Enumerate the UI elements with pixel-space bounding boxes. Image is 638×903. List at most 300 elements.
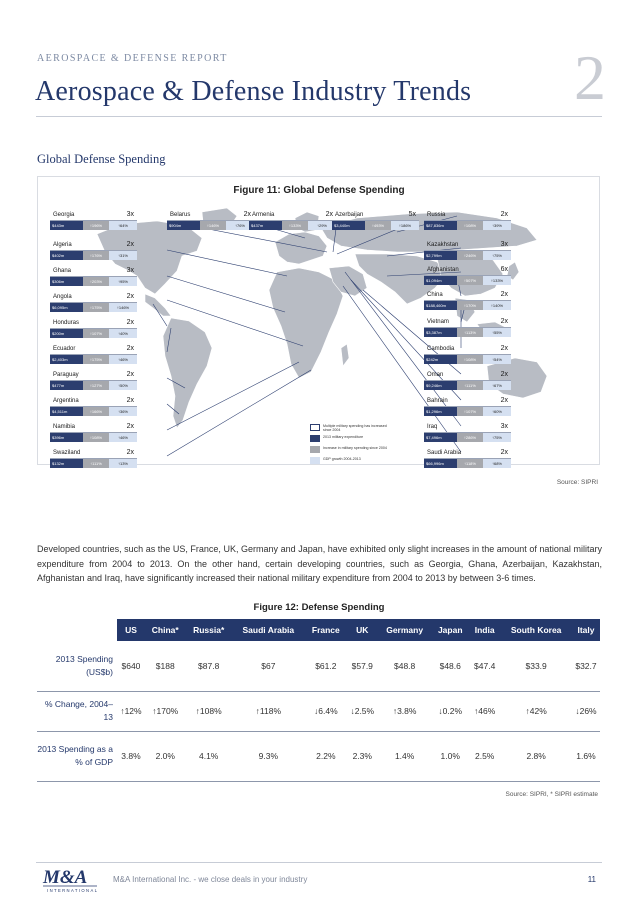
spend-change: ↑203% — [83, 277, 109, 286]
column-header: Japan — [431, 619, 469, 641]
callout-header — [424, 318, 511, 328]
gdp-growth: ↑140% — [483, 301, 511, 310]
spend-change: ↑176% — [83, 251, 109, 260]
spend-change-value: 175% — [91, 305, 103, 310]
table-cell: $48.6 — [431, 641, 469, 691]
gdp-growth: ↑67% — [483, 381, 511, 390]
figure-11-title: Figure 11: Global Defense Spending — [233, 185, 405, 196]
callout-bar — [424, 407, 511, 416]
spend-change: ↑246% — [457, 251, 483, 260]
country-callout-oman — [424, 371, 511, 391]
gdp-growth: ↑54% — [483, 355, 511, 364]
chapter-number: 2 — [574, 42, 606, 113]
legend-label: 2013 military expenditure — [323, 435, 364, 439]
callout-header — [424, 211, 511, 221]
table-cell: ↓6.4% — [305, 691, 347, 731]
country-callout-namibia — [50, 423, 137, 443]
spend-change: ↑175% — [83, 355, 109, 364]
table-cell: 1.6% — [572, 731, 600, 781]
country-name: Algeria — [53, 242, 72, 248]
country-name: China — [427, 292, 443, 298]
legend-swatch — [310, 435, 320, 442]
page-title: Aerospace & Defense Industry Trends — [35, 76, 472, 107]
gdp-growth-value: 60% — [493, 409, 502, 414]
column-header: Germany — [378, 619, 432, 641]
table-cell: ↑170% — [145, 691, 186, 731]
defense-spending-table — [37, 619, 600, 782]
gdp-growth-value: 76% — [236, 223, 245, 228]
country-callout-swaziland — [50, 449, 137, 469]
spend-change: ↑166% — [83, 407, 109, 416]
country-callout-kazakhstan — [424, 241, 511, 261]
spend-change: ↑108% — [83, 433, 109, 442]
spending-multiple: 2x — [500, 211, 508, 218]
table-cell: 4.1% — [186, 731, 232, 781]
callout-header — [50, 449, 137, 459]
spending-multiple: 3x — [500, 423, 508, 430]
country-callout-iraq — [424, 423, 511, 443]
spend-value: $402m — [50, 251, 83, 260]
callout-bar — [50, 355, 137, 364]
column-header: China* — [145, 619, 186, 641]
callout-bar — [50, 329, 137, 338]
legend-swatch — [310, 446, 320, 453]
callout-bar — [50, 303, 137, 312]
spend-change: ↑118% — [457, 459, 483, 468]
gdp-growth-value: 13% — [119, 461, 128, 466]
spend-change-value: 108% — [465, 223, 477, 228]
legend-swatch — [310, 424, 320, 431]
spend-value: $200m — [50, 329, 83, 338]
table-cell: ↑12% — [117, 691, 145, 731]
table-row — [37, 691, 600, 731]
row-label: 2013 Spending as a % of GDP — [37, 731, 117, 781]
table-cell: $32.7 — [572, 641, 600, 691]
spend-value: $443m — [50, 221, 83, 230]
callout-header — [50, 241, 137, 251]
table-cell: $33.9 — [500, 641, 572, 691]
spend-change: ↑286% — [457, 433, 483, 442]
country-callout-honduras — [50, 319, 137, 339]
country-name: Iraq — [427, 424, 438, 430]
table-cell: 1.4% — [378, 731, 432, 781]
spend-change-value: 170% — [465, 303, 477, 308]
callout-bar — [424, 301, 511, 310]
spend-value: $132m — [50, 459, 83, 468]
country-name: Ghana — [53, 268, 72, 274]
spend-value: $477m — [50, 381, 83, 390]
body-paragraph: Developed countries, such as the US, France, UK, Germany and Japan, have exhibited only slight increases in the amount of national military expenditure from 2004 to 2013. On the other hand, certain developing countries, such as Georgia, Ghana, Azerbaijan, Kazakhstan, Afghanistan and Iraq, have significantly increased their national military expenditure from 2004 to 2013 by between 3-6 times. — [37, 544, 602, 583]
ma-international-logo — [41, 864, 103, 894]
spend-change: ↑146% — [200, 221, 226, 230]
figure-11-legend — [310, 424, 390, 468]
callout-header — [50, 319, 137, 329]
gdp-growth-value: 95% — [119, 279, 128, 284]
spending-multiple: 2x — [126, 371, 134, 378]
callout-header — [249, 211, 336, 221]
spending-multiple: 2x — [500, 449, 508, 456]
spend-change: ↑111% — [457, 381, 483, 390]
footer-tagline: M&A International Inc. - we close deals in your industry — [113, 875, 308, 884]
country-name: Russia — [427, 212, 446, 218]
country-name: Afghanistan — [427, 267, 459, 273]
callout-line-algeria — [167, 250, 287, 276]
spend-value: $6,095m — [50, 303, 83, 312]
gdp-growth-value: 64% — [119, 223, 128, 228]
spend-change-value: 507% — [465, 278, 477, 283]
table-cell: $57.9 — [347, 641, 378, 691]
callout-header — [50, 423, 137, 433]
table-cell: ↑3.8% — [378, 691, 432, 731]
callout-bar — [50, 433, 137, 442]
gdp-growth: ↑40% — [109, 329, 137, 338]
table-cell: $67 — [232, 641, 305, 691]
gdp-growth: ↑55% — [483, 328, 511, 337]
spending-multiple: 2x — [126, 423, 134, 430]
spend-change: ↑107% — [83, 329, 109, 338]
spending-multiple: 2x — [500, 291, 508, 298]
callout-header — [424, 371, 511, 381]
country-callout-russia — [424, 211, 511, 231]
spend-value: $306m — [50, 277, 83, 286]
spend-change: ↑108% — [457, 221, 483, 230]
column-header: UK — [347, 619, 378, 641]
spending-multiple: 2x — [500, 345, 508, 352]
country-name: Cambodia — [427, 346, 455, 352]
callout-bar — [50, 277, 137, 286]
spend-change-value: 111% — [92, 461, 102, 466]
spend-value: $3,387m — [424, 328, 457, 337]
callout-bar — [424, 433, 511, 442]
spending-multiple: 3x — [500, 241, 508, 248]
country-name: Oman — [427, 372, 444, 378]
country-callout-saudi-arabia — [424, 449, 511, 469]
spend-change-value: 107% — [91, 331, 103, 336]
spend-value: $9,246m — [424, 381, 457, 390]
country-callout-cambodia — [424, 345, 511, 365]
spend-value: $7,496m — [424, 433, 457, 442]
callout-bar — [50, 407, 137, 416]
spend-change: ↑175% — [83, 303, 109, 312]
table-cell: 1.0% — [431, 731, 469, 781]
spending-multiple: 2x — [126, 293, 134, 300]
footer-divider — [36, 862, 602, 863]
country-name: Kazakhstan — [427, 242, 459, 248]
gdp-growth-value: 39% — [493, 223, 502, 228]
country-name: Belarus — [170, 212, 191, 218]
gdp-growth: ↑13% — [109, 459, 137, 468]
legend-label: GDP growth 2004-2013 — [323, 457, 361, 461]
gdp-growth-value: 55% — [493, 330, 502, 335]
callout-header — [424, 397, 511, 407]
country-callout-azerbaijan — [332, 211, 419, 231]
gdp-growth-value: 140% — [492, 303, 504, 308]
column-header: Saudi Arabia — [232, 619, 305, 641]
gdp-growth: ↑36% — [109, 407, 137, 416]
gdp-growth: ↑31% — [109, 251, 137, 260]
table-cell: $87.8 — [186, 641, 232, 691]
callout-header — [50, 211, 137, 221]
callout-header — [50, 345, 137, 355]
report-kicker: AEROSPACE & DEFENSE REPORT — [37, 53, 228, 64]
table-cell: $188 — [145, 641, 186, 691]
country-name: Angola — [53, 294, 72, 300]
table-cell: ↓2.5% — [347, 691, 378, 731]
spend-value: $87,836m — [424, 221, 457, 230]
table-cell: ↑42% — [500, 691, 572, 731]
spend-change-value: 166% — [91, 409, 103, 414]
table-header-row — [37, 619, 600, 641]
spend-value: $437m — [249, 221, 282, 230]
table-cell: ↓26% — [572, 691, 600, 731]
callout-bar — [424, 221, 511, 230]
spend-change-value: 108% — [91, 435, 103, 440]
callout-bar — [424, 381, 511, 390]
callout-bar — [424, 328, 511, 337]
spending-multiple: 6x — [500, 266, 508, 273]
spend-value: $3,440m — [332, 221, 365, 230]
gdp-growth-value: 75% — [493, 253, 502, 258]
gdp-growth-value: 68% — [493, 461, 502, 466]
callout-header — [424, 291, 511, 301]
country-name: Azerbaijan — [335, 212, 364, 218]
callout-header — [50, 371, 137, 381]
spending-multiple: 2x — [126, 241, 134, 248]
gdp-growth: ↑186% — [391, 221, 419, 230]
page-number: 11 — [587, 875, 596, 884]
spending-multiple: 2x — [325, 211, 333, 218]
table-cell: 9.3% — [232, 731, 305, 781]
section-title: Global Defense Spending — [37, 152, 166, 166]
callout-bar — [167, 221, 254, 230]
gdp-growth: ↑76% — [226, 221, 254, 230]
spending-multiple: 2x — [500, 318, 508, 325]
table-cell: 2.3% — [347, 731, 378, 781]
gdp-growth-value: 146% — [118, 305, 130, 310]
gdp-growth-value: 50% — [119, 383, 128, 388]
spend-change-value: 196% — [91, 223, 103, 228]
column-header: Italy — [572, 619, 600, 641]
row-label: % Change, 2004–13 — [37, 691, 117, 731]
legend-label: Increase in military spending since 2004 — [323, 446, 387, 450]
gdp-growth: ↑68% — [483, 459, 511, 468]
gdp-growth-value: 29% — [318, 223, 327, 228]
column-header: Russia* — [186, 619, 232, 641]
table-cell: 2.5% — [469, 731, 500, 781]
column-header: South Korea — [500, 619, 572, 641]
country-callout-argentina — [50, 397, 137, 417]
country-callout-armenia — [249, 211, 336, 231]
table-row — [37, 731, 600, 781]
country-callout-afghanistan — [424, 266, 511, 286]
figure-12-source: Source: SIPRI, * SIPRI estimate — [505, 791, 598, 798]
spend-change: ↑113% — [457, 328, 483, 337]
header-divider — [36, 116, 602, 117]
column-header: US — [117, 619, 145, 641]
gdp-growth: ↑75% — [483, 433, 511, 442]
table-row — [37, 641, 600, 691]
table-corner — [37, 619, 117, 641]
gdp-growth-value: 46% — [119, 357, 128, 362]
spend-change: ↑107% — [457, 407, 483, 416]
callout-bar — [249, 221, 336, 230]
country-name: Argentina — [53, 398, 79, 404]
spending-multiple: 2x — [126, 319, 134, 326]
country-name: Armenia — [252, 212, 275, 218]
callout-bar — [50, 381, 137, 390]
spend-change-value: 111% — [466, 383, 476, 388]
spend-change: ↑133% — [282, 221, 308, 230]
callout-bar — [50, 251, 137, 260]
spend-value: $1,094m — [424, 276, 457, 285]
callout-line-ghana — [167, 276, 285, 312]
gdp-growth-value: 54% — [493, 357, 502, 362]
callout-bar — [424, 355, 511, 364]
spend-change: ↑507% — [457, 276, 483, 285]
table-cell: ↑46% — [469, 691, 500, 731]
gdp-growth: ↑133% — [483, 276, 511, 285]
legend-item — [310, 446, 390, 456]
gdp-growth: ↑60% — [483, 407, 511, 416]
spend-change-value: 493% — [373, 223, 385, 228]
country-callout-paraguay — [50, 371, 137, 391]
spend-change-value: 127% — [91, 383, 103, 388]
country-name: Honduras — [53, 320, 80, 326]
spend-value: $242m — [424, 355, 457, 364]
country-callout-bahrain — [424, 397, 511, 417]
country-name: Bahrain — [427, 398, 448, 404]
table-cell: $640 — [117, 641, 145, 691]
callout-header — [50, 293, 137, 303]
callout-bar — [332, 221, 419, 230]
gdp-growth: ↑39% — [483, 221, 511, 230]
country-callout-china — [424, 291, 511, 311]
gdp-growth-value: 36% — [119, 409, 128, 414]
country-name: Swaziland — [53, 450, 81, 456]
column-header: France — [305, 619, 347, 641]
spend-value: $2,403m — [50, 355, 83, 364]
gdp-growth-value: 46% — [119, 435, 128, 440]
spending-multiple: 2x — [500, 397, 508, 404]
svg-text:INTERNATIONAL: INTERNATIONAL — [47, 888, 99, 893]
country-callout-ghana — [50, 267, 137, 287]
callout-header — [50, 267, 137, 277]
table-cell: 3.8% — [117, 731, 145, 781]
spending-multiple: 2x — [243, 211, 251, 218]
callout-header — [424, 423, 511, 433]
column-header: India — [469, 619, 500, 641]
row-label: 2013 Spending (US$b) — [37, 641, 117, 691]
callout-header — [167, 211, 254, 221]
country-name: Namibia — [53, 424, 76, 430]
spend-change: ↑111% — [83, 459, 109, 468]
figure-11-source: Source: SIPRI — [556, 479, 598, 486]
country-callout-belarus — [167, 211, 254, 231]
spend-value: $188,460m — [424, 301, 457, 310]
table-cell: 2.0% — [145, 731, 186, 781]
spending-multiple: 2x — [126, 397, 134, 404]
callout-header — [424, 266, 511, 276]
spend-change: ↑127% — [83, 381, 109, 390]
spend-value: $1,296m — [424, 407, 457, 416]
spend-change-value: 175% — [91, 357, 103, 362]
country-name: Georgia — [53, 212, 75, 218]
legend-label: Multiple military spending has increased since 2004 — [323, 424, 387, 432]
gdp-growth-value: 67% — [493, 383, 502, 388]
spend-value: $4,511m — [50, 407, 83, 416]
gdp-growth: ↑50% — [109, 381, 137, 390]
spend-change: ↑196% — [83, 221, 109, 230]
figure-12-title: Figure 12: Defense Spending — [253, 602, 385, 613]
gdp-growth: ↑75% — [483, 251, 511, 260]
legend-item — [310, 457, 390, 467]
spend-change-value: 107% — [465, 409, 477, 414]
svg-text:M&A: M&A — [43, 867, 88, 888]
legend-swatch — [310, 457, 320, 464]
gdp-growth: ↑46% — [109, 433, 137, 442]
legend-item — [310, 435, 390, 445]
callout-header — [332, 211, 419, 221]
spend-change: ↑170% — [457, 301, 483, 310]
spending-multiple: 2x — [500, 371, 508, 378]
spend-value: $904m — [167, 221, 200, 230]
callout-header — [424, 449, 511, 459]
callout-header — [50, 397, 137, 407]
gdp-growth: ↑146% — [109, 303, 137, 312]
gdp-growth-value: 186% — [400, 223, 412, 228]
country-name: Vietnam — [427, 319, 449, 325]
country-callout-vietnam — [424, 318, 511, 338]
spending-multiple: 2x — [126, 345, 134, 352]
gdp-growth: ↑29% — [308, 221, 336, 230]
callout-header — [424, 241, 511, 251]
gdp-growth: ↑64% — [109, 221, 137, 230]
table-cell: $47.4 — [469, 641, 500, 691]
callout-bar — [424, 251, 511, 260]
gdp-growth-value: 40% — [119, 331, 128, 336]
gdp-growth: ↑95% — [109, 277, 137, 286]
spend-change-value: 118% — [466, 461, 476, 466]
spend-change-value: 176% — [91, 253, 103, 258]
gdp-growth-value: 31% — [119, 253, 128, 258]
spending-multiple: 5x — [408, 211, 416, 218]
country-callout-angola — [50, 293, 137, 313]
country-name: Saudi Arabia — [427, 450, 462, 456]
table-cell: ↑118% — [232, 691, 305, 731]
country-name: Paraguay — [53, 372, 79, 378]
spend-value: $2,799m — [424, 251, 457, 260]
table-cell: ↓0.2% — [431, 691, 469, 731]
spend-change-value: 286% — [465, 435, 477, 440]
legend-item — [310, 424, 390, 434]
spend-value: $66,996m — [424, 459, 457, 468]
spend-change-value: 203% — [91, 279, 103, 284]
country-callout-algeria — [50, 241, 137, 261]
callout-bar — [424, 276, 511, 285]
spend-change-value: 246% — [465, 253, 477, 258]
country-name: Ecuador — [53, 346, 76, 352]
spend-value: $396m — [50, 433, 83, 442]
table-cell: $61.2 — [305, 641, 347, 691]
spending-multiple: 3x — [126, 267, 134, 274]
country-callout-georgia — [50, 211, 137, 231]
spend-change-value: 108% — [465, 357, 477, 362]
spending-multiple: 2x — [126, 449, 134, 456]
callout-bar — [50, 459, 137, 468]
spend-change: ↑108% — [457, 355, 483, 364]
country-callout-ecuador — [50, 345, 137, 365]
table-cell: ↑108% — [186, 691, 232, 731]
